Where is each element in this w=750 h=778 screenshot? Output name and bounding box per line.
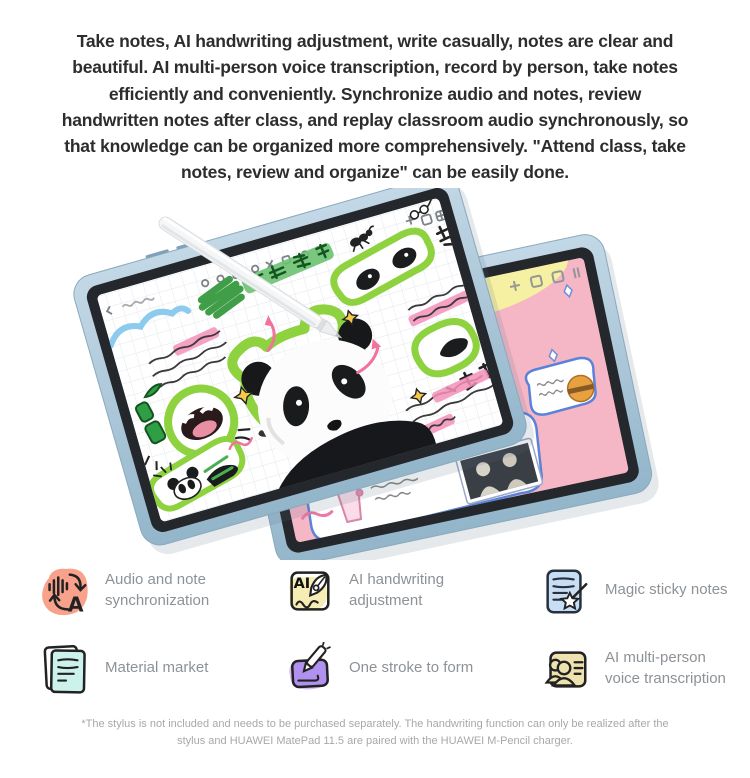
- magic-notes-icon: [538, 564, 592, 618]
- voice-transcription-icon: [538, 642, 592, 696]
- feature-item-magic-notes: [538, 564, 748, 618]
- material-market-icon: [38, 642, 92, 696]
- feature-label: Magic sticky notes: [605, 581, 728, 599]
- ai-handwriting-icon: [282, 564, 336, 618]
- feature-item-voice-transcription: [538, 642, 748, 696]
- feature-item-one-stroke: [282, 642, 538, 696]
- one-stroke-icon: [282, 642, 336, 696]
- svg-text:A: A: [67, 591, 84, 616]
- feature-label: AI multi-person voice transcription: [605, 649, 726, 687]
- feature-label: One stroke to form: [349, 659, 474, 677]
- hero-image: [0, 188, 750, 560]
- feature-label: Material market: [105, 659, 209, 677]
- audio-sync-icon: [38, 564, 92, 618]
- footer-disclaimer: *The stylus is not included and needs to be purchased separately. The handwriting function can only be realized after the stylus and HUAWEI MatePad 11.5 are paired with the HUAWEI M-Pencil charger.: [81, 717, 669, 747]
- feature-label: AI handwriting adjustment: [349, 571, 445, 609]
- hero-illustration: [0, 188, 750, 560]
- svg-text:AI: AI: [293, 575, 311, 592]
- feature-item-audio-sync: [38, 564, 282, 618]
- feature-grid: [0, 560, 750, 696]
- header-paragraph: Take notes, AI handwriting adjustment, write casually, notes are clear and beautiful. AI multi-person voice transcription, record by person, take notes efficiently and conveniently. Synchronize audio and notes, review handwritten notes after class, and replay classroom audio synchronously, so that knowledge can be organized more comprehensively. "Attend class, take notes, review and organize" can be easily done.: [61, 31, 689, 183]
- feature-label: Audio and note synchronization: [105, 571, 210, 609]
- feature-item-ai-handwriting: [282, 564, 538, 618]
- feature-item-material-market: [38, 642, 282, 696]
